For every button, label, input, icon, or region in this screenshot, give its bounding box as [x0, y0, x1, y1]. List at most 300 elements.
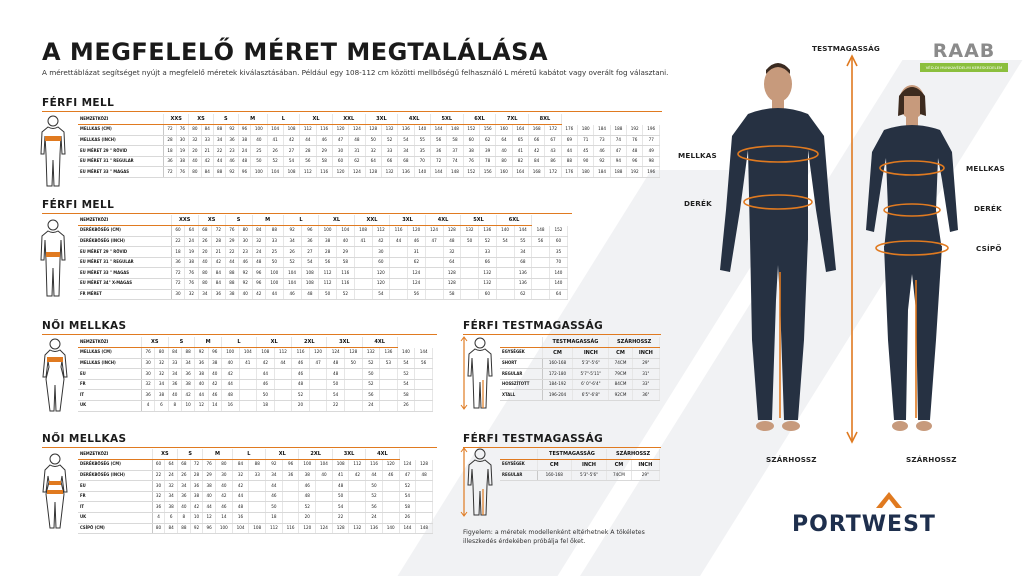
- table-cell: [415, 379, 433, 390]
- table-cell: [425, 257, 443, 268]
- table-cell: 50: [251, 156, 267, 167]
- table-cell: 88: [249, 460, 266, 471]
- table-cell: 148: [532, 226, 550, 237]
- group-header: TESTMAGASSÁG: [537, 449, 606, 460]
- table-cell: 40: [195, 379, 208, 390]
- table-cell: [532, 268, 550, 279]
- table-cell: 72: [171, 268, 184, 279]
- row-label: IT: [78, 390, 141, 401]
- table-cell: 96: [627, 156, 643, 167]
- table-cell: 26: [399, 513, 416, 524]
- table-cell: 50: [266, 257, 284, 268]
- table-cell: 96: [203, 523, 216, 534]
- table-cell: 84: [212, 279, 225, 290]
- table-cell: 128: [344, 348, 362, 359]
- table-cell: 156: [479, 125, 495, 136]
- table-cell: [532, 257, 550, 268]
- table-cell: 24: [238, 146, 250, 157]
- table-cell: 144: [430, 167, 446, 178]
- table-cell: 120: [332, 167, 348, 178]
- table-cell: 33": [632, 379, 659, 390]
- table-cell: 60: [372, 257, 390, 268]
- table-cell: 54: [397, 358, 415, 369]
- table-cell: 46: [283, 289, 301, 300]
- table-cell: 108: [301, 268, 319, 279]
- table-cell: 40: [198, 257, 211, 268]
- section-title: FÉRFI TESTMAGASSÁG: [463, 433, 604, 445]
- row-label: DERÉKBŐSÉG (CM): [78, 460, 152, 471]
- table-cell: 112: [319, 268, 337, 279]
- table-cell: 92CM: [609, 390, 633, 401]
- table-cell: 29: [203, 470, 216, 481]
- table-cell: [282, 491, 299, 502]
- table-cell: 24: [366, 513, 383, 524]
- table-cell: 140: [382, 523, 399, 534]
- table-cell: 50: [366, 481, 383, 492]
- table-cell: 84: [529, 156, 545, 167]
- table-cell: 34: [165, 491, 178, 502]
- row-label: FR MÉRET: [78, 289, 171, 300]
- table-cell: 38: [319, 236, 337, 247]
- table-cell: 48: [327, 358, 345, 369]
- table-cell: 124: [316, 523, 333, 534]
- table-cell: 46: [292, 369, 310, 380]
- table-cell: 88: [225, 279, 238, 290]
- table-cell: 20: [292, 401, 310, 412]
- table-cell: 168: [529, 167, 545, 178]
- size-header: 5XL: [461, 215, 497, 226]
- table-cell: 54: [372, 289, 390, 300]
- table-row: [78, 156, 660, 167]
- table-row: [78, 226, 568, 237]
- row-label: FR: [78, 491, 152, 502]
- table-cell: [380, 390, 398, 401]
- table-cell: [390, 247, 408, 258]
- table-cell: [416, 481, 433, 492]
- table-cell: 80: [189, 125, 201, 136]
- sub-header: EGYSÉGEK: [500, 460, 537, 471]
- table-cell: [416, 491, 433, 502]
- table-cell: 64: [496, 135, 512, 146]
- table-cell: [380, 369, 398, 380]
- table-cell: 116: [292, 348, 310, 359]
- row-label: CSÍPŐ (CM): [78, 523, 152, 534]
- table-cell: 41: [267, 135, 283, 146]
- table-cell: 116: [316, 125, 332, 136]
- table-cell: 140: [414, 167, 430, 178]
- row-label: EU: [78, 369, 141, 380]
- table-cell: [282, 502, 299, 513]
- table-cell: 58: [399, 502, 416, 513]
- raab-logo-text: RAAB: [932, 40, 996, 62]
- table-cell: 19: [176, 146, 188, 157]
- table-cell: 36: [212, 289, 225, 300]
- table-cell: 72: [171, 279, 184, 290]
- table-cell: 112: [266, 523, 283, 534]
- table-cell: 55: [414, 135, 430, 146]
- table-cell: 36: [171, 257, 184, 268]
- table-cell: 72: [430, 156, 446, 167]
- table-cell: 112: [349, 460, 366, 471]
- size-header: XL: [319, 215, 355, 226]
- table-cell: 116: [316, 167, 332, 178]
- section-title: NŐI MELLKAS: [42, 320, 127, 332]
- table-row: [78, 401, 433, 412]
- table-cell: [249, 491, 266, 502]
- table-cell: 33: [381, 146, 397, 157]
- table-cell: [239, 390, 257, 401]
- table-cell: [282, 513, 299, 524]
- table-cell: 67: [545, 135, 561, 146]
- table-cell: 144: [430, 125, 446, 136]
- table-cell: 42: [349, 470, 366, 481]
- table-cell: 100: [299, 460, 316, 471]
- table-cell: [249, 513, 266, 524]
- table-cell: 120: [408, 226, 426, 237]
- size-header: XXL: [354, 215, 390, 226]
- table-cell: 58: [316, 156, 332, 167]
- table-cell: 30: [176, 135, 188, 146]
- row-label: EU MÉRET 34" X-MAGAS: [78, 279, 171, 290]
- table-cell: 60: [550, 236, 568, 247]
- table-cell: 33: [168, 358, 181, 369]
- table-cell: 22: [152, 470, 165, 481]
- table-cell: [354, 257, 372, 268]
- table-row: [78, 481, 433, 492]
- table-cell: 25: [251, 146, 267, 157]
- table-cell: 48: [349, 135, 365, 146]
- row-label: DERÉKBŐSÉG (CM): [78, 226, 171, 237]
- table-cell: 47: [399, 470, 416, 481]
- table-cell: 32: [365, 146, 381, 157]
- table-corner-label: NEMZETKÖZI: [78, 337, 141, 348]
- table-cell: 52: [399, 481, 416, 492]
- table-cell: 44: [213, 156, 225, 167]
- table-cell: 49: [643, 146, 660, 157]
- table-cell: 31": [632, 369, 659, 380]
- table-cell: 46: [208, 390, 221, 401]
- table-cell: 180: [578, 167, 594, 178]
- table-cell: 66: [381, 156, 397, 167]
- table-cell: 10: [190, 513, 203, 524]
- table-cell: 144: [415, 348, 433, 359]
- table-cell: 22: [171, 236, 184, 247]
- row-label: DERÉKBŐSÉG (INCH): [78, 236, 171, 247]
- table-cell: [349, 491, 366, 502]
- male-model: [720, 63, 836, 431]
- table-cell: 38: [155, 390, 168, 401]
- table-cell: 94: [610, 156, 626, 167]
- table-cell: 156: [479, 167, 495, 178]
- table-cell: 34: [155, 379, 168, 390]
- table-cell: 38: [225, 289, 238, 300]
- table-cell: 32: [232, 470, 249, 481]
- table-cell: [425, 279, 443, 290]
- table-cell: 50: [461, 236, 479, 247]
- label-testmagassag: TESTMAGASSÁG: [812, 44, 880, 53]
- table-cell: 65: [512, 135, 528, 146]
- table-cell: 56: [408, 289, 426, 300]
- row-label: UK: [78, 401, 141, 412]
- table-cell: 96: [282, 460, 299, 471]
- table-cell: 77: [643, 135, 660, 146]
- table-cell: 120: [372, 279, 390, 290]
- table-cell: 22: [225, 247, 238, 258]
- table-cell: 120: [372, 268, 390, 279]
- table-cell: 30: [332, 146, 348, 157]
- size-header: 7XL: [496, 114, 529, 125]
- table-cell: 58: [443, 289, 461, 300]
- table-cell: 36: [190, 481, 203, 492]
- table-row: [78, 279, 568, 290]
- table-cell: 24: [252, 247, 265, 258]
- table-cell: 160-168: [542, 358, 573, 369]
- table-cell: 62: [349, 156, 365, 167]
- table-cell: 60: [152, 460, 165, 471]
- table-cell: 44: [274, 358, 292, 369]
- table-cell: 32: [155, 358, 168, 369]
- table-cell: 26: [283, 247, 301, 258]
- row-label: HOSSZÍTOTT: [500, 379, 542, 390]
- table-cell: 35: [550, 247, 568, 258]
- table-row: [78, 125, 660, 136]
- table-cell: 20: [189, 146, 201, 157]
- table-cell: [390, 257, 408, 268]
- table-cell: 33: [249, 470, 266, 481]
- table-cell: 52: [366, 491, 383, 502]
- table-cell: 42: [190, 502, 203, 513]
- table-cell: [380, 401, 398, 412]
- table-cell: 6' 0"-6'4": [573, 379, 609, 390]
- sub-header: INCH: [631, 460, 659, 471]
- sub-header: INCH: [571, 460, 606, 471]
- table-cell: [415, 390, 433, 401]
- table-cell: 44: [300, 135, 316, 146]
- table-cell: [425, 268, 443, 279]
- table-cell: 164: [512, 125, 528, 136]
- row-label: REGULAR: [500, 470, 537, 481]
- table-cell: 36": [632, 390, 659, 401]
- table-cell: 44: [221, 379, 239, 390]
- table-cell: 42: [181, 390, 194, 401]
- table-cell: 56: [362, 390, 380, 401]
- table-cell: 38: [299, 470, 316, 481]
- table-row: [78, 491, 433, 502]
- table-cell: 98: [643, 156, 660, 167]
- table-cell: 172: [545, 125, 561, 136]
- table-cell: 128: [443, 226, 461, 237]
- table-cell: 47: [309, 358, 327, 369]
- table-cell: 120: [332, 125, 348, 136]
- size-header: 3XL: [365, 114, 398, 125]
- table-cell: 34: [181, 358, 194, 369]
- table-row: [500, 470, 660, 481]
- row-label: EU: [78, 481, 152, 492]
- table-cell: 132: [381, 167, 397, 178]
- table-cell: 88: [266, 226, 284, 237]
- table-cell: 40: [337, 236, 355, 247]
- table-cell: 62: [408, 257, 426, 268]
- table-cell: 22: [213, 146, 225, 157]
- table-row: [78, 358, 433, 369]
- table-cell: [425, 247, 443, 258]
- table-cell: 84: [165, 523, 178, 534]
- sub-header: CM: [542, 348, 573, 359]
- table-cell: 74CM: [609, 358, 633, 369]
- table-cell: 76: [203, 460, 216, 471]
- table-cell: 42: [252, 289, 265, 300]
- size-header: XL: [300, 114, 333, 125]
- table-cell: 44: [195, 390, 208, 401]
- row-label: EU MÉRET 33 " MAGAS: [78, 268, 171, 279]
- table-cell: 124: [349, 125, 365, 136]
- table-cell: 38: [165, 502, 178, 513]
- table-cell: 92: [239, 279, 252, 290]
- table-cell: 10: [181, 401, 194, 412]
- size-header: 4XL: [362, 337, 397, 348]
- table-cell: [316, 481, 333, 492]
- table-cell: 72: [212, 226, 225, 237]
- table-cell: 68: [514, 257, 532, 268]
- section-title: NŐI MELLKAS: [42, 433, 127, 445]
- table-cell: 36: [430, 146, 446, 157]
- table-cell: 26: [198, 236, 211, 247]
- table-cell: [461, 268, 479, 279]
- table-cell: 148: [447, 125, 463, 136]
- table-cell: 76: [176, 167, 188, 178]
- table-cell: 128: [365, 125, 381, 136]
- table-cell: 26: [397, 401, 415, 412]
- table-cell: 56: [319, 257, 337, 268]
- table-cell: 108: [283, 167, 299, 178]
- table-cell: 76: [185, 268, 198, 279]
- table-cell: 44: [225, 257, 238, 268]
- table-cell: 104: [267, 167, 283, 178]
- male-height-figure-icon: [460, 336, 496, 412]
- table-cell: 29: [337, 247, 355, 258]
- table-cell: 43: [545, 146, 561, 157]
- table-cell: 80: [198, 268, 211, 279]
- table-cell: 100: [251, 167, 267, 178]
- row-label: UK: [78, 513, 152, 524]
- table-cell: 96: [208, 348, 221, 359]
- table-cell: 84: [201, 167, 213, 178]
- table-cell: 41: [354, 236, 372, 247]
- size-header: L: [267, 114, 300, 125]
- raab-logo-tagline: VÉD-DI MUNKAVÉDELMI KERESKEDELEM: [920, 63, 1008, 72]
- table-cell: 96: [301, 226, 319, 237]
- table-cell: 48: [327, 369, 345, 380]
- table-cell: 4: [141, 401, 154, 412]
- table-cell: 52: [283, 257, 301, 268]
- table-cell: 60: [463, 135, 479, 146]
- table-cell: 41: [512, 146, 528, 157]
- table-cell: 136: [366, 523, 383, 534]
- table-cell: 196: [643, 167, 660, 178]
- table-row: [78, 146, 660, 157]
- row-label: XTALL: [500, 390, 542, 401]
- table-cell: 42: [201, 156, 213, 167]
- table-cell: 70: [414, 156, 430, 167]
- table-cell: [274, 379, 292, 390]
- table-cell: 78: [479, 156, 495, 167]
- table-cell: [415, 369, 433, 380]
- table-cell: 136: [380, 348, 398, 359]
- table-cell: 64: [165, 460, 178, 471]
- size-header: L: [283, 215, 319, 226]
- table-row: [500, 379, 660, 390]
- table-cell: 36: [181, 369, 194, 380]
- table-row: [78, 502, 433, 513]
- section-rule: [42, 111, 662, 112]
- sub-header: CM: [607, 460, 631, 471]
- table-cell: 28: [300, 146, 316, 157]
- table-cell: 40: [208, 369, 221, 380]
- table-cell: 30: [372, 247, 390, 258]
- table-cell: 46: [292, 358, 310, 369]
- male-chest-figure-icon: [38, 114, 68, 188]
- table-cell: 116: [390, 226, 408, 237]
- table-cell: 84: [168, 348, 181, 359]
- label-mellkas-right: MELLKAS: [966, 164, 1005, 173]
- table-cell: [239, 369, 257, 380]
- table-cell: 72: [190, 460, 203, 471]
- table-cell: 84: [232, 460, 249, 471]
- table-row: [78, 167, 660, 178]
- table-cell: 38: [190, 491, 203, 502]
- table-cell: 54: [399, 491, 416, 502]
- table-cell: 46: [215, 502, 232, 513]
- table-cell: 80: [155, 348, 168, 359]
- table-cell: 92: [239, 268, 252, 279]
- size-table: [78, 449, 433, 534]
- table-corner: [500, 337, 542, 348]
- row-label: MELLKAS (CM): [78, 348, 141, 359]
- male-height-figure-icon: [460, 447, 496, 519]
- table-cell: [309, 390, 327, 401]
- table-cell: 62: [479, 135, 495, 146]
- table-cell: [382, 481, 399, 492]
- table-cell: 32: [185, 289, 198, 300]
- table-cell: 40: [239, 289, 252, 300]
- table-cell: 23: [226, 146, 238, 157]
- table-cell: 112: [372, 226, 390, 237]
- table-cell: 34: [213, 135, 225, 146]
- table-cell: [316, 502, 333, 513]
- table-cell: 18: [164, 146, 176, 157]
- table-cell: 64: [365, 156, 381, 167]
- table-cell: [354, 268, 372, 279]
- table-cell: 132: [479, 279, 497, 290]
- table-cell: [249, 502, 266, 513]
- table-cell: 74CM: [607, 470, 631, 481]
- table-cell: 50: [257, 390, 275, 401]
- table-cell: 124: [408, 268, 426, 279]
- table-cell: 69: [561, 135, 577, 146]
- table-cell: 54: [397, 379, 415, 390]
- table-row: [78, 268, 568, 279]
- sub-header: INCH: [632, 348, 659, 359]
- size-header: XXL: [332, 114, 365, 125]
- table-cell: 44: [561, 146, 577, 157]
- table-cell: [496, 257, 514, 268]
- table-cell: [316, 513, 333, 524]
- table-cell: 46: [408, 236, 426, 247]
- table-cell: 100: [221, 348, 239, 359]
- row-label: DERÉKBŐSÉG (INCH): [78, 470, 152, 481]
- table-cell: 58: [397, 390, 415, 401]
- height-table: [500, 449, 660, 481]
